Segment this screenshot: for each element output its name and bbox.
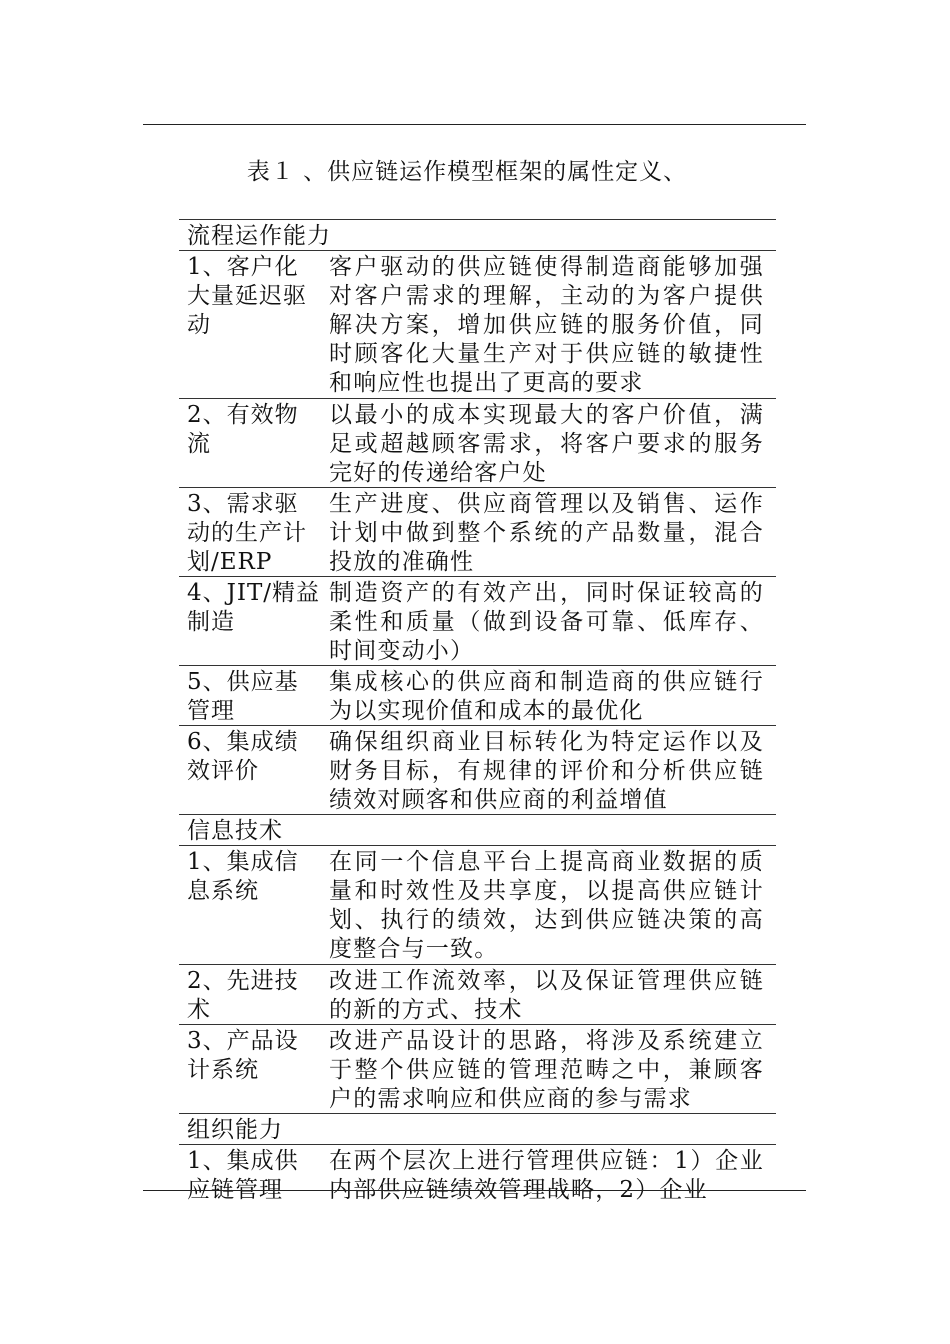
row-key: 4、JIT/精益制造 <box>187 580 321 635</box>
table-row <box>179 965 776 1025</box>
row-value: 生产进度、供应商管理以及销售、运作计划中做到整个系统的产品数量，混合投放的准确性 <box>329 491 764 575</box>
row-key: 3、产品设计系统 <box>187 1028 299 1083</box>
table-row <box>179 251 776 399</box>
table-row <box>179 666 776 726</box>
table-row <box>179 1025 776 1114</box>
table-row <box>179 846 776 965</box>
section-header-org: 组织能力 <box>179 1114 776 1145</box>
table-row <box>179 1145 776 1203</box>
header-rule <box>143 124 806 125</box>
row-key: 1、客户化大量延迟驱动 <box>187 254 307 338</box>
row-value: 客户驱动的供应链使得制造商能够加强对客户需求的理解，主动的为客户提供解决方案，增加供应链的服务价值，同时顾客化大量生产对于供应链的敏捷性和响应性也提出了更高的要求 <box>329 254 764 396</box>
row-value: 制造资产的有效产出，同时保证较高的柔性和质量（做到设备可靠、低库存、时间变动小） <box>329 580 764 664</box>
row-value: 改进工作流效率，以及保证管理供应链的新的方式、技术 <box>329 968 764 1023</box>
row-key: 5、供应基管理 <box>187 669 299 724</box>
row-key: 3、需求驱动的生产计划/ERP <box>187 491 307 575</box>
section-header-process: 流程运作能力 <box>179 220 776 251</box>
row-value: 在两个层次上进行管理供应链：1）企业内部供应链绩效管理战略，2）企业 <box>329 1148 764 1203</box>
table-row <box>179 399 776 488</box>
row-value: 改进产品设计的思路，将涉及系统建立于整个供应链的管理范畴之中，兼顾客户的需求响应和供应商的参与需求 <box>329 1028 764 1112</box>
row-key: 6、集成绩效评价 <box>187 729 299 784</box>
row-value: 确保组织商业目标转化为特定运作以及财务目标，有规律的评价和分析供应链绩效对顾客和供应商的利益增值 <box>329 729 764 813</box>
row-value: 在同一个信息平台上提高商业数据的质量和时效性及共享度，以提高供应链计划、执行的绩效，达到供应链决策的高度整合与一致。 <box>329 849 764 962</box>
row-key: 2、有效物流 <box>187 402 299 457</box>
attribute-table <box>179 219 776 1203</box>
footer-rule <box>143 1190 806 1191</box>
row-key: 2、先进技术 <box>187 968 299 1023</box>
table-row <box>179 726 776 815</box>
section-header-it: 信息技术 <box>179 815 776 846</box>
row-key: 1、集成信息系统 <box>187 849 299 904</box>
table-row <box>179 488 776 577</box>
row-key: 1、集成供应链管理 <box>187 1148 299 1203</box>
row-value: 集成核心的供应商和制造商的供应链行为以实现价值和成本的最优化 <box>329 669 764 724</box>
table-row <box>179 577 776 666</box>
row-value: 以最小的成本实现最大的客户价值，满足或超越顾客需求，将客户要求的服务完好的传递给客户处 <box>329 402 764 486</box>
table-caption: 表１ 、供应链运作模型框架的属性定义、 <box>246 159 688 185</box>
